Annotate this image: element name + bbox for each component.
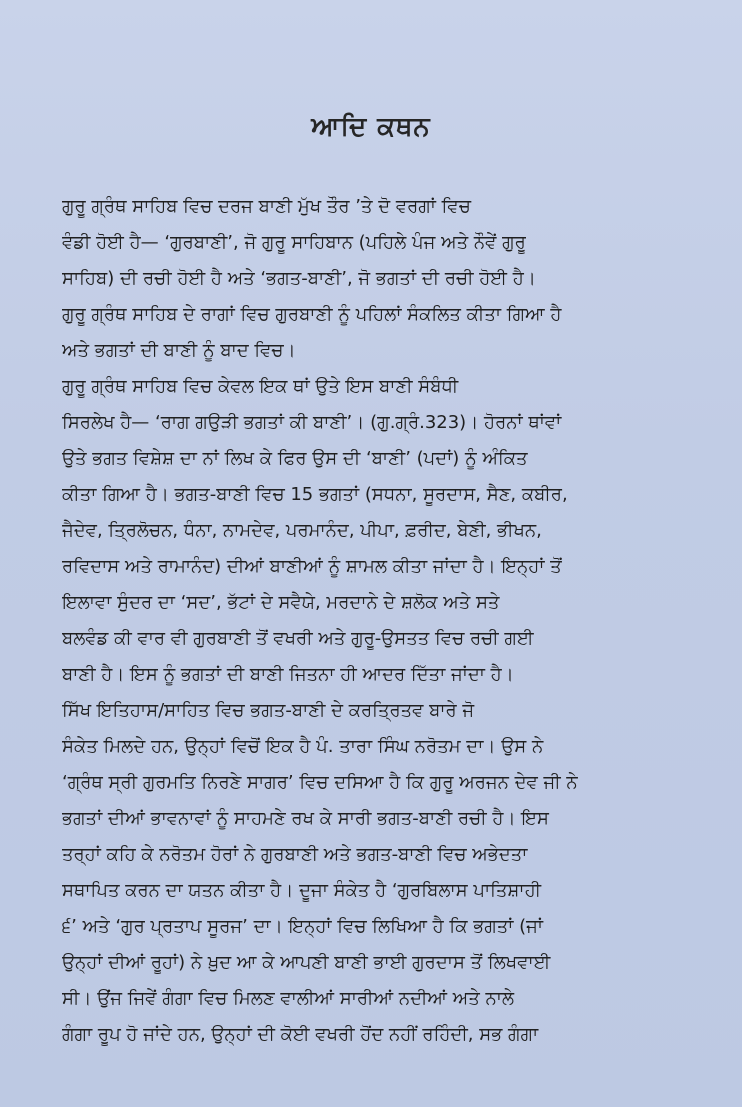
- text-line: ਉਤੇ ਭਗਤ ਵਿਸ਼ੇਸ਼ ਦਾ ਨਾਂ ਲਿਖ ਕੇ ਫਿਰ ਉਸ ਦੀ ‘ਬਾਣੀ’ (ਪਦਾਂ) ਨੂੰ ਅੰਕਿਤ: [62, 448, 528, 469]
- text-line: ਸਿੱਖ ਇਤਿਹਾਸ/ਸਾਹਿਤ ਵਿਚ ਭਗਤ-ਬਾਣੀ ਦੇ ਕਰਤ੍ਰਿਤਵ ਬਾਰੇ ਜੋ: [62, 700, 475, 721]
- text-line: ਸੀ। ਉਂਜ ਜਿਵੇਂ ਗੰਗਾ ਵਿਚ ਮਿਲਣ ਵਾਲੀਆਂ ਸਾਰੀਆਂ ਨਦੀਆਂ ਅਤੇ ਨਾਲੇ: [62, 988, 515, 1009]
- page-title: ਆਦਿ ਕਥਨ: [311, 112, 431, 142]
- text-line: ਸਾਹਿਬ) ਦੀ ਰਚੀ ਹੋਈ ਹੈ ਅਤੇ ‘ਭਗਤ-ਬਾਣੀ’, ਜੋ ਭਗਤਾਂ ਦੀ ਰਚੀ ਹੋਈ ਹੈ।: [62, 268, 536, 289]
- text-line: ਸੰਕੇਤ ਮਿਲਦੇ ਹਨ, ਉਨ੍ਹਾਂ ਵਿਚੋਂ ਇਕ ਹੈ ਪੰ. ਤਾਰਾ ਸਿੰਘ ਨਰੋਤਮ ਦਾ। ਉਸ ਨੇ: [62, 736, 544, 757]
- text-line: ੬’ ਅਤੇ ‘ਗੁਰ ਪ੍ਰਤਾਪ ਸੂਰਜ’ ਦਾ। ਇਨ੍ਹਾਂ ਵਿਚ ਲਿਖਿਆ ਹੈ ਕਿ ਭਗਤਾਂ (ਜਾਂ: [62, 916, 543, 937]
- text-line: ਉਨ੍ਹਾਂ ਦੀਆਂ ਰੂਹਾਂ) ਨੇ ਖ਼ੁਦ ਆ ਕੇ ਆਪਣੀ ਬਾਣੀ ਭਾਈ ਗੁਰਦਾਸ ਤੋਂ ਲਿਖਵਾਈ: [62, 952, 551, 973]
- text-line: ਗੁਰੂ ਗ੍ਰੰਥ ਸਾਹਿਬ ਵਿਚ ਕੇਵਲ ਇਕ ਥਾਂ ਉਤੇ ਇਸ ਬਾਣੀ ਸੰਬੰਧੀ: [62, 376, 459, 397]
- text-line: ਸਥਾਪਿਤ ਕਰਨ ਦਾ ਯਤਨ ਕੀਤਾ ਹੈ। ਦੂਜਾ ਸੰਕੇਤ ਹੈ ‘ਗੁਰਬਿਲਾਸ ਪਾਤਿਸ਼ਾਹੀ: [62, 880, 542, 901]
- text-line: ਤਰ੍ਹਾਂ ਕਹਿ ਕੇ ਨਰੋਤਮ ਹੋਰਾਂ ਨੇ ਗੁਰਬਾਣੀ ਅਤੇ ਭਗਤ-ਬਾਣੀ ਵਿਚ ਅਭੇਦਤਾ: [62, 844, 528, 865]
- text-line: ਭਗਤਾਂ ਦੀਆਂ ਭਾਵਨਾਵਾਂ ਨੂੰ ਸਾਹਮਣੇ ਰਖ ਕੇ ਸਾਰੀ ਭਗਤ-ਬਾਣੀ ਰਚੀ ਹੈ। ਇਸ: [62, 808, 549, 829]
- text-line: ਜੈਦੇਵ, ਤ੍ਰਿਲੋਚਨ, ਧੰਨਾ, ਨਾਮਦੇਵ, ਪਰਮਾਨੰਦ, ਪੀਪਾ, ਫ਼ਰੀਦ, ਬੇਣੀ, ਭੀਖਨ,: [62, 520, 542, 541]
- text-line: ‘ਗ੍ਰੰਥ ਸ੍ਰੀ ਗੁਰਮਤਿ ਨਿਰਣੇ ਸਾਗਰ’ ਵਿਚ ਦਸਿਆ ਹੈ ਕਿ ਗੁਰੂ ਅਰਜਨ ਦੇਵ ਜੀ ਨੇ: [62, 772, 578, 793]
- body-text: [62, 189, 662, 1053]
- text-line: ਇਲਾਵਾ ਸੁੰਦਰ ਦਾ ‘ਸਦ’, ਭੱਟਾਂ ਦੇ ਸਵੈਯੇ, ਮਰਦਾਨੇ ਦੇ ਸ਼ਲੋਕ ਅਤੇ ਸਤੇ: [62, 592, 500, 613]
- text-line: ਬਲਵੰਡ ਕੀ ਵਾਰ ਵੀ ਗੁਰਬਾਣੀ ਤੋਂ ਵਖਰੀ ਅਤੇ ਗੁਰੂ-ਉਸਤਤ ਵਿਚ ਰਚੀ ਗਈ: [62, 628, 534, 649]
- text-line: ਵੰਡੀ ਹੋਈ ਹੈ— ‘ਗੁਰਬਾਣੀ’, ਜੋ ਗੁਰੂ ਸਾਹਿਬਾਨ (ਪਹਿਲੇ ਪੰਜ ਅਤੇ ਨੌਵੇਂ ਗੁਰੂ: [62, 232, 526, 253]
- text-line: ਰਵਿਦਾਸ ਅਤੇ ਰਾਮਾਨੰਦ) ਦੀਆਂ ਬਾਣੀਆਂ ਨੂੰ ਸ਼ਾਮਲ ਕੀਤਾ ਜਾਂਦਾ ਹੈ। ਇਨ੍ਹਾਂ ਤੋਂ: [62, 556, 562, 577]
- text-line: ਗੁਰੂ ਗ੍ਰੰਥ ਸਾਹਿਬ ਦੇ ਰਾਗਾਂ ਵਿਚ ਗੁਰਬਾਣੀ ਨੂੰ ਪਹਿਲਾਂ ਸੰਕਲਿਤ ਕੀਤਾ ਗਿਆ ਹੈ: [62, 304, 562, 325]
- text-line: ਸਿਰਲੇਖ ਹੈ— ‘ਰਾਗ ਗਉੜੀ ਭਗਤਾਂ ਕੀ ਬਾਣੀ’। (ਗੁ.ਗ੍ਰੰ.323)। ਹੋਰਨਾਂ ਥਾਂਵਾਂ: [62, 412, 562, 433]
- text-line: ਕੀਤਾ ਗਿਆ ਹੈ। ਭਗਤ-ਬਾਣੀ ਵਿਚ 15 ਭਗਤਾਂ (ਸਧਨਾ, ਸੂਰਦਾਸ, ਸੈਣ, ਕਬੀਰ,: [62, 484, 568, 505]
- text-line: ਗੁਰੂ ਗ੍ਰੰਥ ਸਾਹਿਬ ਵਿਚ ਦਰਜ ਬਾਣੀ ਮੁੱਖ ਤੌਰ ’ਤੇ ਦੋ ਵਰਗਾਂ ਵਿਚ: [62, 196, 471, 217]
- text-line: ਬਾਣੀ ਹੈ। ਇਸ ਨੂੰ ਭਗਤਾਂ ਦੀ ਬਾਣੀ ਜਿਤਨਾ ਹੀ ਆਦਰ ਦਿੱਤਾ ਜਾਂਦਾ ਹੈ।: [62, 664, 514, 685]
- text-line: ਅਤੇ ਭਗਤਾਂ ਦੀ ਬਾਣੀ ਨੂੰ ਬਾਦ ਵਿਚ।: [62, 340, 296, 361]
- text-line: ਗੰਗਾ ਰੂਪ ਹੋ ਜਾਂਦੇ ਹਨ, ਉਨ੍ਹਾਂ ਦੀ ਕੋਈ ਵਖਰੀ ਹੋਂਦ ਨਹੀਂ ਰਹਿੰਦੀ, ਸਭ ਗੰਗਾ: [62, 1024, 539, 1045]
